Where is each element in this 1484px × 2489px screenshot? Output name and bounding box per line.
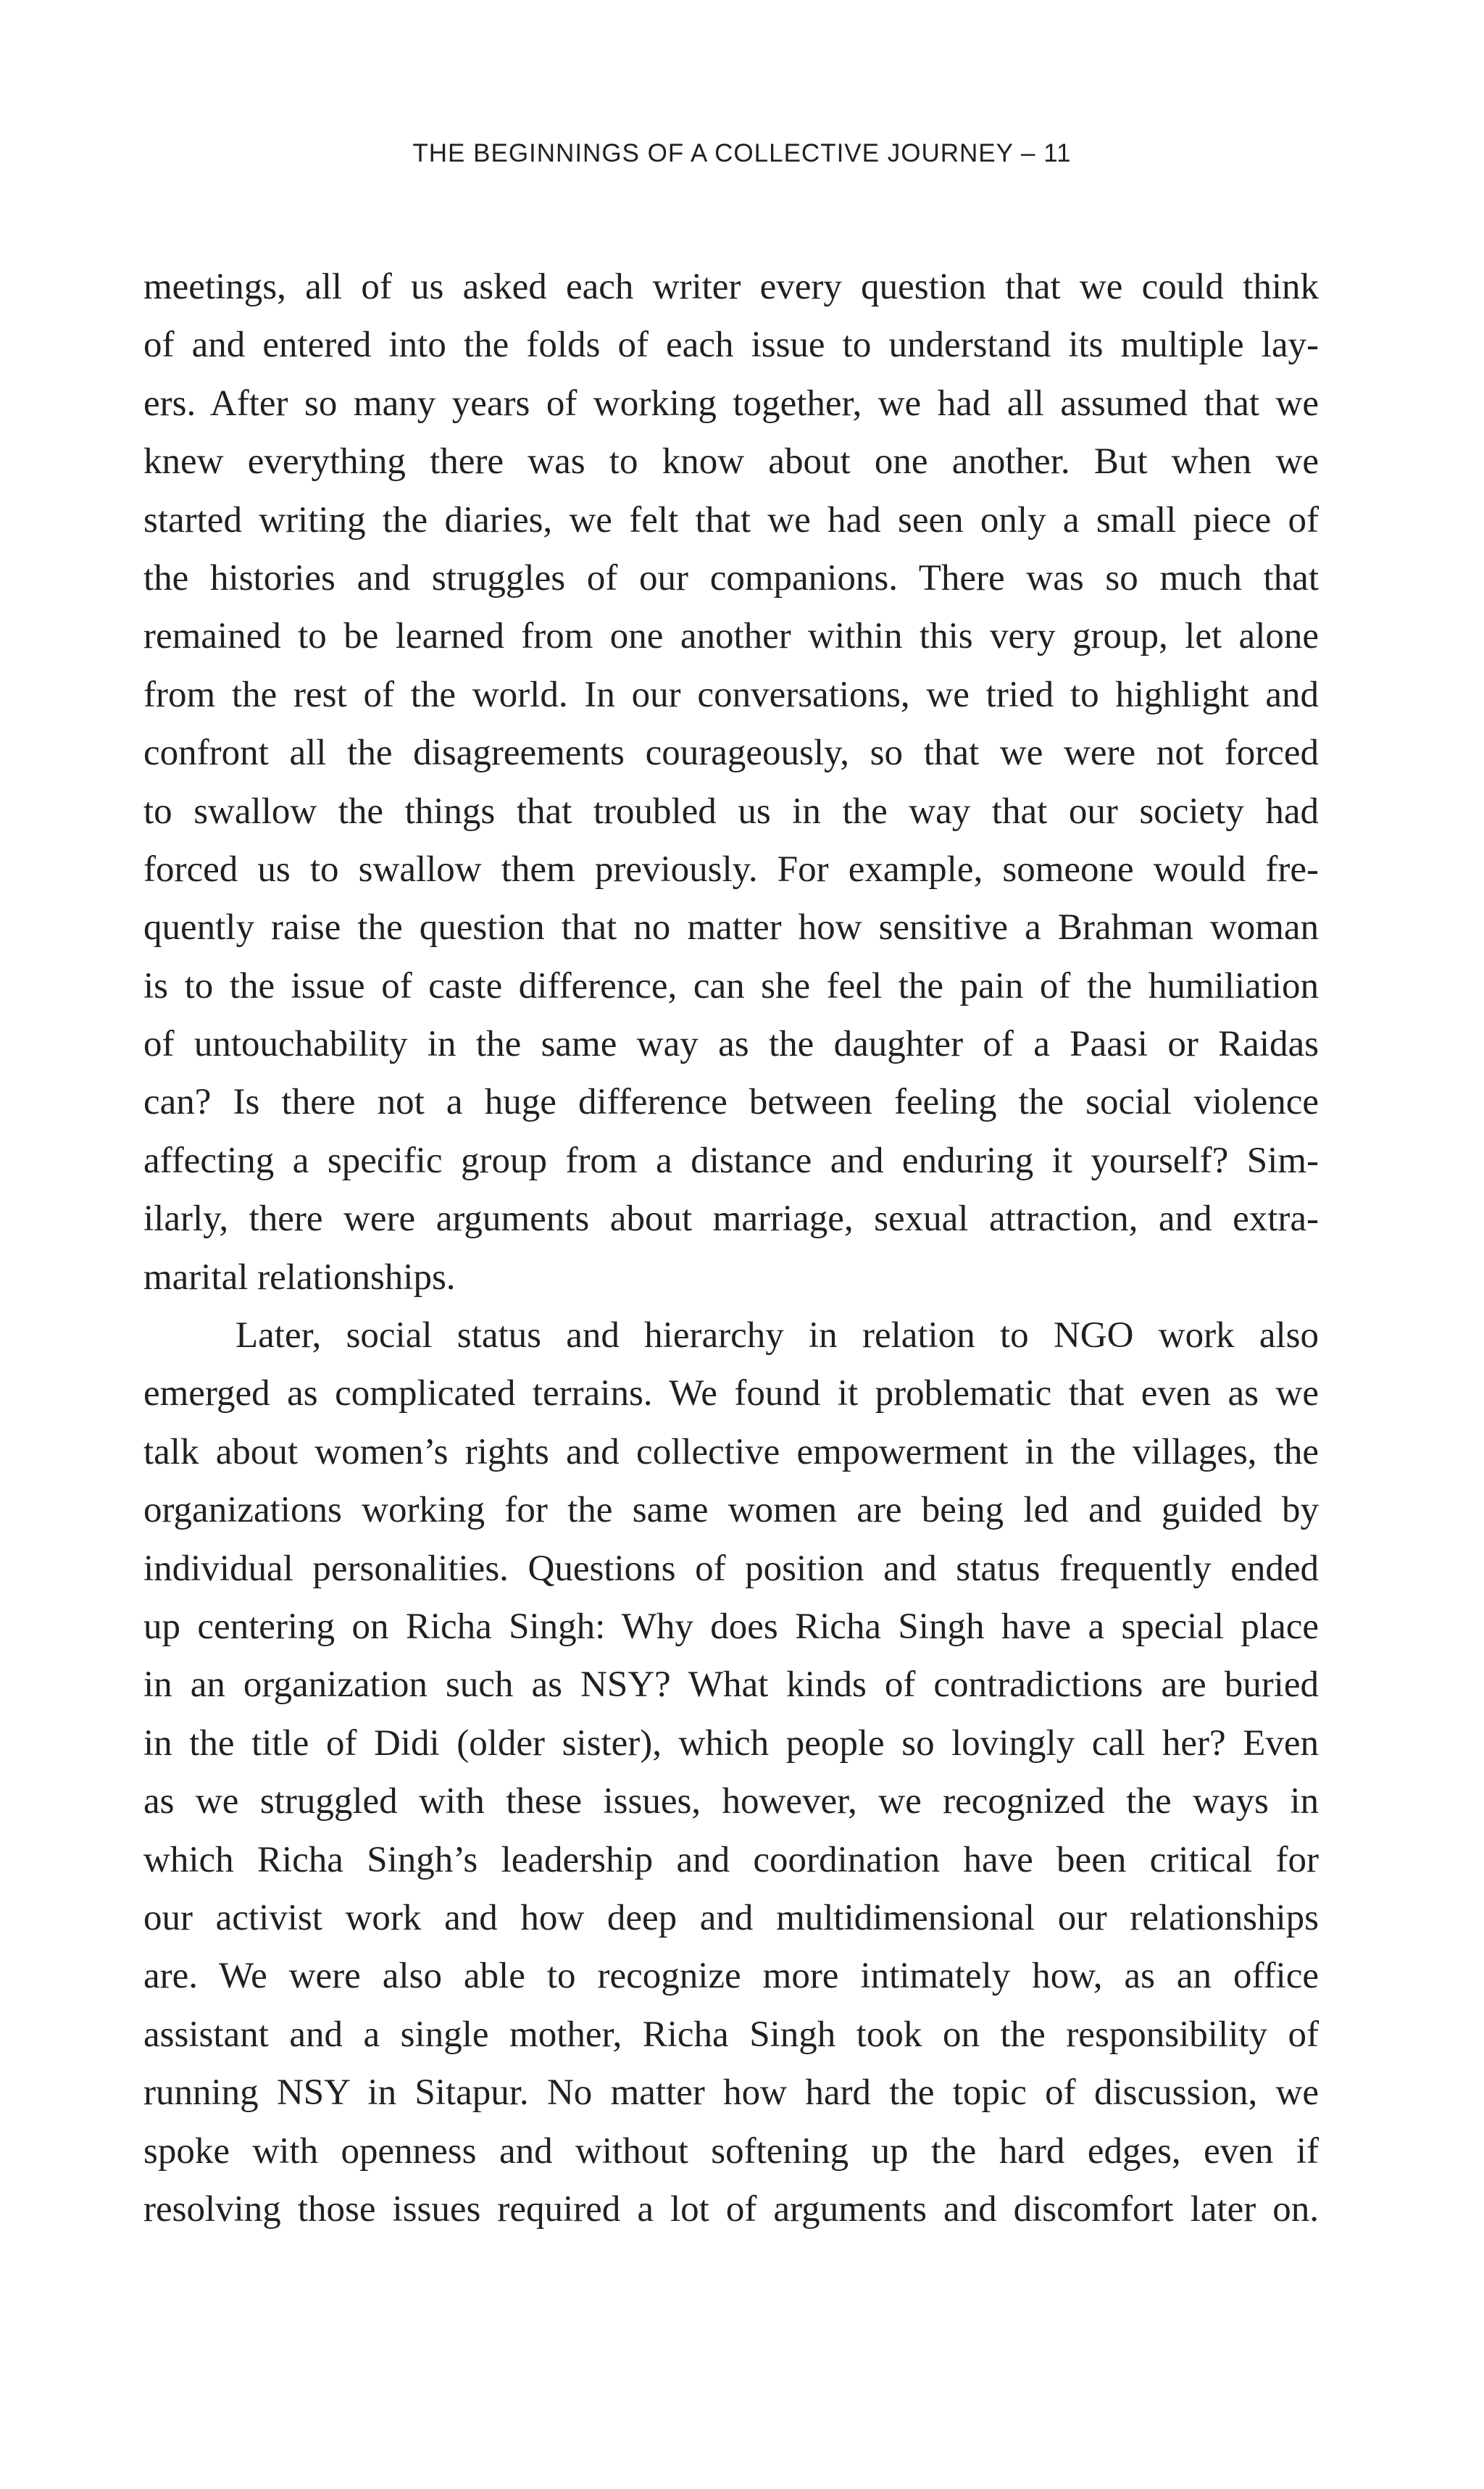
text-line: our activist work and how deep and multidimensional our relationships xyxy=(143,1897,1319,1938)
text-line: to swallow the things that troubled us in the way that our society had xyxy=(143,791,1319,832)
text-line: quently raise the question that no matter how sensitive a Brahman woman xyxy=(143,907,1319,949)
text-line: of and entered into the folds of each issue to understand its multiple lay- xyxy=(143,325,1319,366)
text-line: can? Is there not a huge difference between feeling the social violence xyxy=(143,1082,1319,1123)
text-line: in an organization such as NSY? What kinds of contradictions are buried xyxy=(143,1664,1319,1706)
text-line: spoke with openness and without softening up the hard edges, even if xyxy=(143,2130,1319,2172)
text-line: marital relationships. xyxy=(143,1256,456,1298)
text-line: as we struggled with these issues, however, we recognized the ways in xyxy=(143,1781,1319,1822)
text-line: running NSY in Sitapur. No matter how hard the topic of discussion, we xyxy=(143,2072,1319,2114)
running-head: THE BEGINNINGS OF A COLLECTIVE JOURNEY – 11 xyxy=(412,139,1072,167)
text-line: remained to be learned from one another within this very group, let alone xyxy=(143,616,1319,657)
text-line: up centering on Richa Singh: Why does Richa Singh have a special place xyxy=(143,1606,1319,1647)
text-line: emerged as complicated terrains. We found it problematic that even as we xyxy=(143,1373,1319,1414)
text-line: the histories and struggles of our companions. There was so much that xyxy=(143,557,1319,599)
text-line: talk about women’s rights and collective empowerment in the villages, the xyxy=(143,1431,1319,1472)
text-line: assistant and a single mother, Richa Singh took on the responsibility of xyxy=(143,2014,1319,2055)
text-line: ers. After so many years of working together, we had all assumed that we xyxy=(143,383,1319,424)
paragraph-1 xyxy=(143,258,1319,1306)
text-line: organizations working for the same women are being led and guided by xyxy=(143,1490,1319,1531)
text-line: meetings, all of us asked each writer every question that we could think xyxy=(143,267,1319,307)
text-line: knew everything there was to know about one another. But when we xyxy=(143,441,1319,483)
text-line: forced us to swallow them previously. For example, someone would fre- xyxy=(143,849,1319,890)
text-line: affecting a specific group from a distance and enduring it yourself? Sim- xyxy=(143,1140,1319,1181)
text-line: is to the issue of caste difference, can she feel the pain of the humiliation xyxy=(143,965,1319,1006)
text-line: from the rest of the world. In our conversations, we tried to highlight and xyxy=(143,674,1319,715)
paragraph-2 xyxy=(143,1306,1319,2238)
text-line: are. We were also able to recognize more intimately how, as an office xyxy=(143,1956,1319,1997)
text-line: which Richa Singh’s leadership and coordination have been critical for xyxy=(143,1839,1319,1880)
text-line: of untouchability in the same way as the daughter of a Paasi or Raidas xyxy=(143,1024,1319,1065)
text-line: Later, social status and hierarchy in relation to NGO work also xyxy=(235,1315,1319,1356)
body-text xyxy=(143,258,1319,2238)
text-line: in the title of Didi (older sister), which people so lovingly call her? Even xyxy=(143,1722,1319,1764)
text-line: confront all the disagreements courageously, so that we were not forced xyxy=(143,733,1319,774)
text-line: started writing the diaries, we felt that we had seen only a small piece of xyxy=(143,499,1319,541)
text-line: ilarly, there were arguments about marriage, sexual attraction, and extra- xyxy=(143,1198,1319,1240)
text-line: individual personalities. Questions of position and status frequently ended xyxy=(143,1548,1319,1589)
text-line: resolving those issues required a lot of arguments and discomfort later on. xyxy=(143,2188,1319,2230)
